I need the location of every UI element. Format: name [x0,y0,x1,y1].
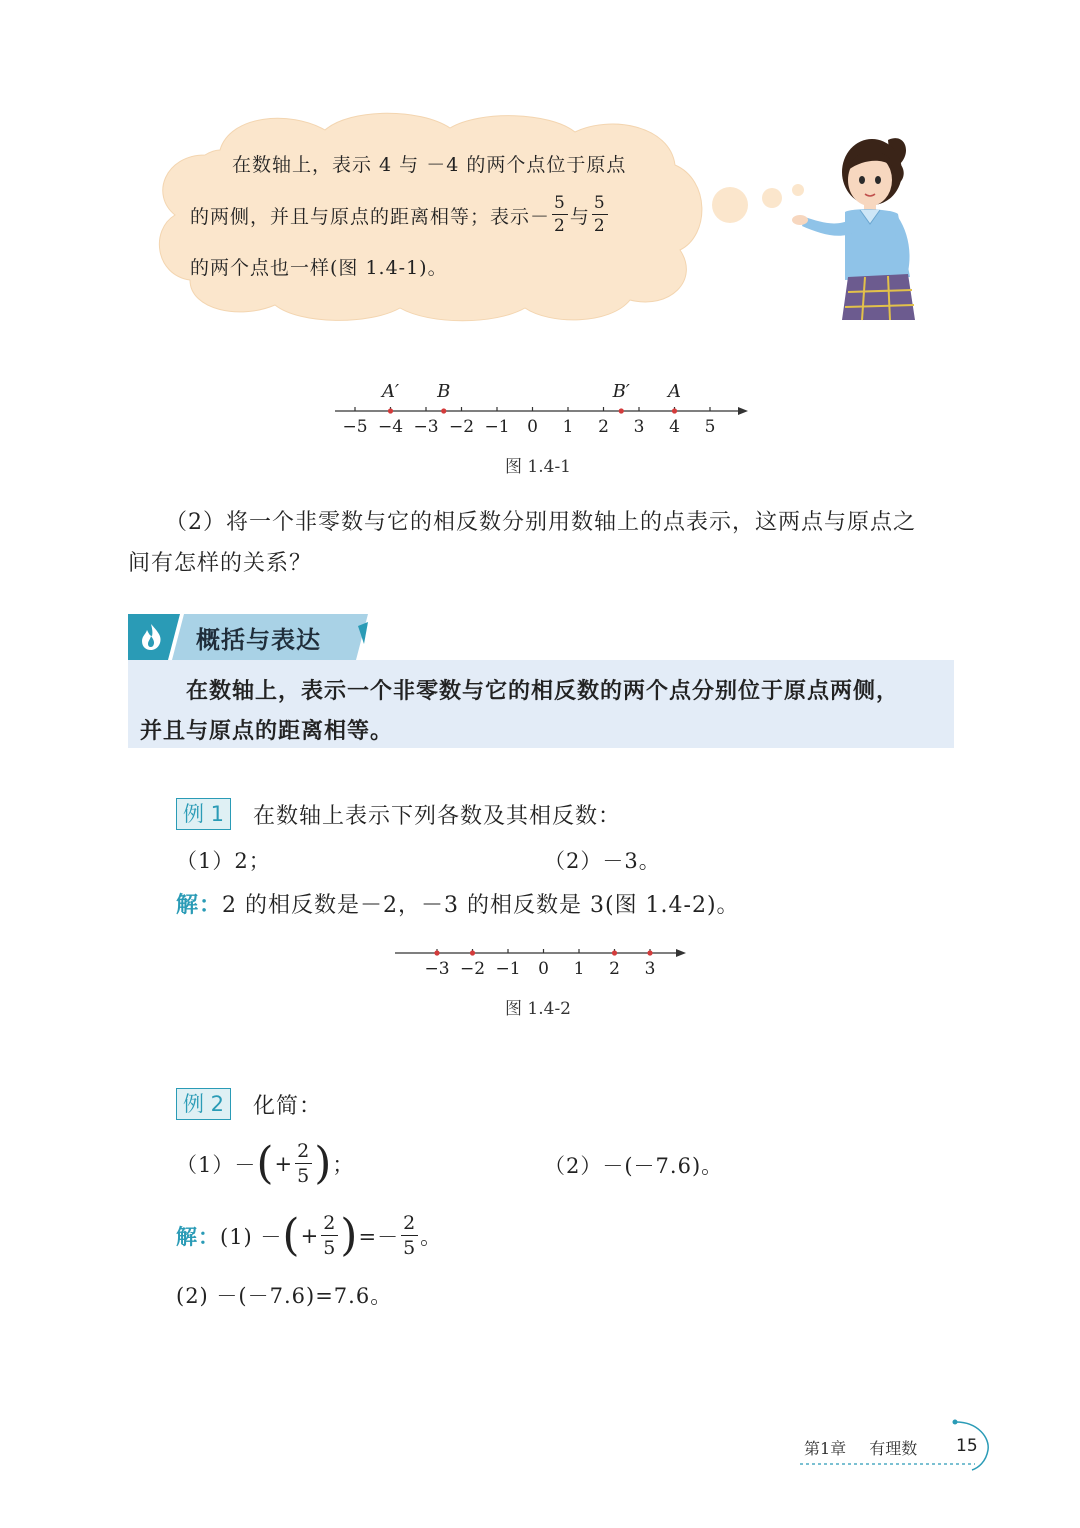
item-1-sign: + [274,1152,294,1176]
tick-label: 0 [538,959,549,979]
question-2-line-1: （2）将一个非零数与它的相反数分别用数轴上的点表示，这两点与原点之 [165,510,916,535]
tick-label: 2 [609,959,620,979]
example-2-prompt: 化简： [253,1093,323,1119]
point-marker [612,950,617,955]
fraction-two-fifths [321,1214,338,1258]
question-2-line-2: 间有怎样的关系？ [128,551,313,576]
cloud-line-1: 在数轴上，表示 4 与 －4 的两个点位于原点 [232,154,627,176]
fraction-two-fifths-result [401,1214,418,1258]
sol-1-prefix: (1) － [220,1225,283,1249]
footer-chapter-title: 有理数 [869,1439,918,1458]
point-marker [441,408,446,413]
tick-label: 1 [573,959,585,979]
axis-arrow [676,949,686,957]
fraction-denominator: 5 [297,1165,311,1187]
tick-label: 4 [669,417,680,437]
point-marker [388,408,393,413]
fraction-numerator: 2 [403,1212,417,1234]
example-1-item-2: （2）－3。 [544,849,661,873]
fraction-denominator: 2 [593,216,606,236]
tick-label: 5 [704,417,716,437]
point-label: A [668,381,681,402]
tick-label: −3 [424,959,450,979]
example-2-header [176,1088,322,1120]
point-marker [672,408,677,413]
fraction-numerator: 5 [593,193,606,213]
cloud-line-2-and: 与 [569,205,590,228]
fraction-two-fifths [295,1142,312,1186]
tick-label: −1 [484,417,510,437]
girl-illustration [790,132,930,322]
solution-label: 解： [176,1225,220,1249]
number-line-figure-2 [390,935,690,980]
footer-dotted-line [800,1462,975,1466]
tick-label: −1 [495,959,521,979]
cloud-line-3: 的两个点也一样(图 1.4-1)。 [190,257,448,279]
fraction-denominator: 5 [403,1237,417,1259]
right-paren: ) [340,1210,359,1261]
summary-title: 概括与表达 [196,626,321,654]
axis-arrow [738,407,748,415]
item-1-prefix: （1）－ [176,1153,257,1177]
point-marker [434,950,439,955]
example-2-solution-2: (2) －(－7.6)=7.6。 [176,1284,393,1308]
point-label: B′ [612,381,630,402]
example-1-header [176,798,621,830]
example-2-solution-1 [176,1208,442,1264]
tick-label: 3 [644,959,656,979]
sol-1-end: 。 [420,1225,443,1249]
footer-chapter [804,1436,917,1459]
example-1-prompt: 在数轴上表示下列各数及其相反数： [253,803,622,829]
number-line-figure-1 [330,380,760,445]
summary-line-1: 在数轴上，表示一个非零数与它的相反数的两个点分别位于原点两侧， [186,679,900,704]
example-1-badge: 例 1 [176,798,231,830]
point-marker [647,950,652,955]
fraction-numerator: 2 [297,1140,311,1162]
point-label: B [437,381,451,402]
cloud-line-2 [190,190,610,240]
flame-icon [138,622,164,652]
example-2-badge: 例 2 [176,1088,231,1120]
point-marker [470,950,475,955]
fraction-numerator: 2 [323,1212,337,1234]
point-label: A′ [381,381,400,402]
point-marker [619,408,624,413]
fraction-numerator: 5 [554,193,566,213]
tick-label: −2 [459,959,486,979]
example-2-item-1 [176,1136,354,1192]
figure-1-caption: 图 1.4-1 [505,457,571,477]
example-1-solution [176,888,740,919]
left-paren: ( [282,1210,301,1261]
sol-1-eq: =－ [358,1225,400,1249]
fraction-five-halves-neg [552,195,568,235]
summary-line-2: 并且与原点的距离相等。 [140,719,394,744]
tick-label: −3 [413,417,439,437]
left-paren: ( [256,1138,275,1189]
fraction-denominator: 5 [323,1237,337,1259]
solution-label: 解： [176,893,223,918]
example-2-item-2: （2）－(－7.6)。 [544,1154,724,1178]
tick-label: 1 [562,417,574,437]
fraction-denominator: 2 [554,216,566,236]
tick-label: −4 [377,417,404,437]
tick-label: 3 [633,417,645,437]
tick-label: 2 [598,417,609,437]
figure-2-caption: 图 1.4-2 [505,999,571,1019]
tick-label: −2 [448,417,475,437]
footer-chapter-number: 第1章 [804,1439,847,1458]
page-number: 15 [956,1436,978,1456]
example-1-item-1: （1）2； [176,849,271,873]
solution-text: 2 的相反数是－2，－3 的相反数是 3(图 1.4-2)。 [222,893,740,918]
cloud-line-2-text: 的两侧，并且与原点的距离相等；表示－ [190,205,551,228]
right-paren: ) [314,1138,333,1189]
tick-label: −5 [342,417,368,437]
tick-label: 0 [527,417,538,437]
item-1-end: ； [332,1153,355,1177]
sol-1-sign: + [300,1224,320,1248]
fraction-five-halves [592,195,608,235]
